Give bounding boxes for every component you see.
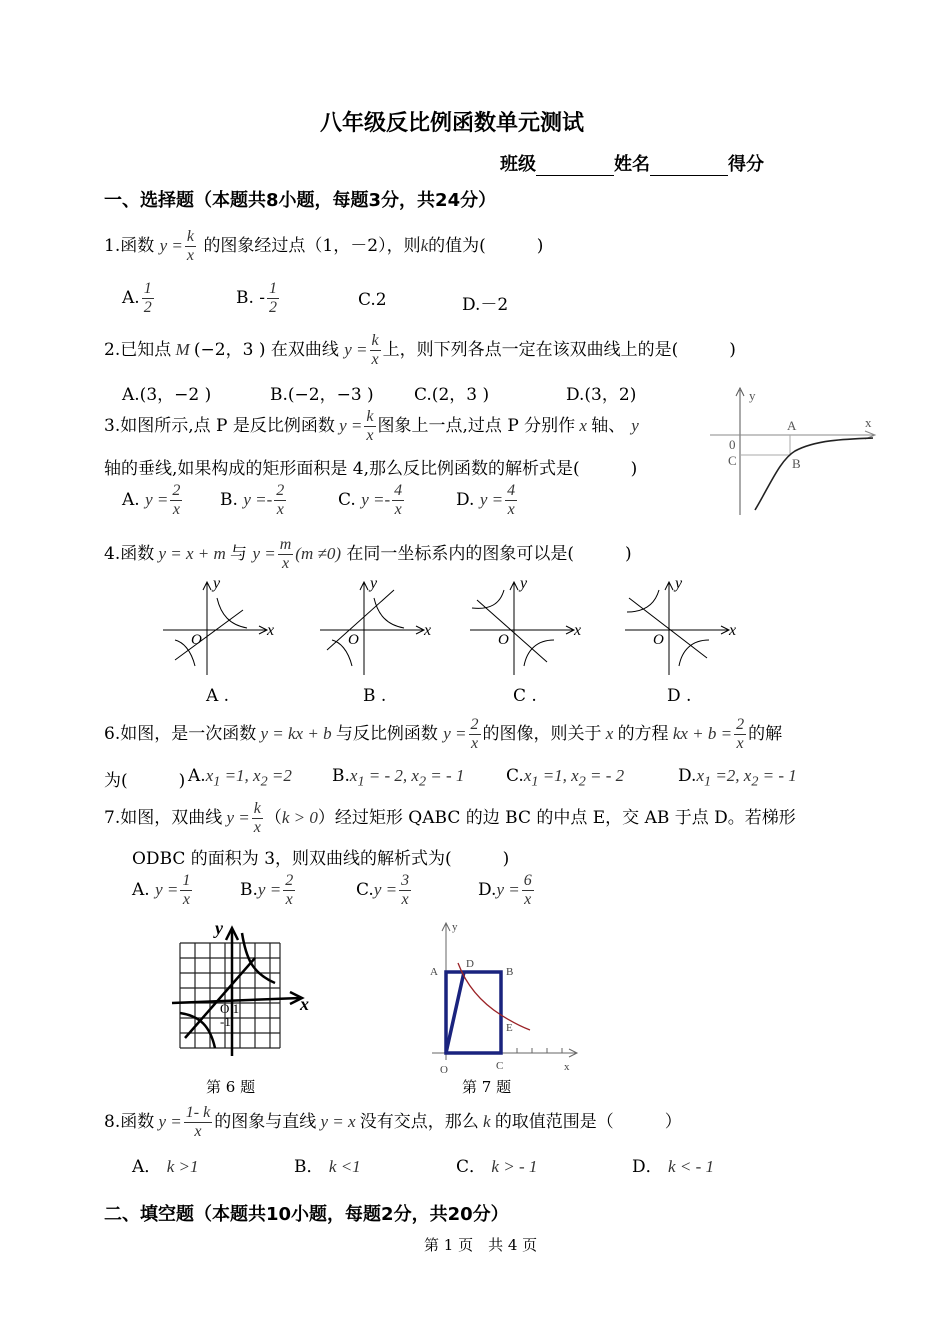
q1-stem-2: 的图象经过点（1，－2），则 bbox=[203, 236, 421, 256]
q7-option-c[interactable]: C.y = $\frac{3}{x}$ bbox=[356, 872, 410, 908]
q6-option-a[interactable]: $A.x_1 =1$, $x_2 =2$ bbox=[188, 766, 292, 790]
svg-text:A: A bbox=[787, 418, 797, 433]
q4-graph-c[interactable] bbox=[470, 575, 581, 675]
section-1-heading: 一、选择题（本题共8小题，每题3分，共24分） bbox=[104, 190, 497, 211]
student-info-line bbox=[500, 150, 764, 176]
svg-text:B: B bbox=[792, 456, 801, 471]
question-3: 3.如图所示,点 P 是反比例函数 y = $\frac{k}{x}$ 图象上一点,过点 P 分别作 x 轴、 y bbox=[104, 408, 639, 444]
q4-graph-a[interactable] bbox=[163, 575, 274, 675]
q4-graph-d[interactable] bbox=[625, 575, 736, 675]
q4-option-d-label[interactable]: D . bbox=[667, 686, 692, 706]
svg-text:x: x bbox=[424, 622, 432, 639]
q1-option-c[interactable]: C.2 bbox=[358, 290, 387, 310]
svg-text:-1: -1 bbox=[220, 1014, 231, 1029]
svg-text:x: x bbox=[729, 622, 737, 639]
question-4: 4.函数 y = x + m 与 y = $\frac{m}{x}$ (m ≠0) 在同一坐标系内的图象可以是( ) bbox=[104, 536, 632, 572]
fig-q7-caption: 第 7 题 bbox=[462, 1078, 512, 1096]
q6-option-d[interactable]: $D.x_1 =2$, $x_2$ = - 1 bbox=[678, 766, 797, 790]
name-label: 姓名 bbox=[614, 154, 650, 175]
svg-text:O: O bbox=[653, 632, 664, 648]
page-title: 八年级反比例函数单元测试 bbox=[320, 111, 585, 136]
class-label: 班级 bbox=[500, 154, 536, 175]
svg-text:D: D bbox=[466, 958, 474, 970]
question-1: 1.函数 y = $\frac{k}{x}$ 的图象经过点（1，－2），则k的值为( ) bbox=[104, 228, 544, 264]
svg-text:y: y bbox=[215, 918, 223, 938]
fig-q7 bbox=[422, 915, 587, 1075]
q3-option-d[interactable]: D. y = $\frac{4}{x}$ bbox=[456, 482, 516, 518]
page-footer: 第 1 页 共 4 页 bbox=[424, 1236, 538, 1254]
q1-option-b[interactable]: B. - $\frac{1}{2}$ bbox=[236, 280, 278, 316]
svg-text:y: y bbox=[749, 388, 756, 403]
svg-text:x: x bbox=[564, 1061, 570, 1073]
svg-text:y: y bbox=[520, 575, 528, 592]
q2-option-d[interactable]: D.(3，2) bbox=[566, 385, 637, 405]
fig-q6-caption: 第 6 题 bbox=[206, 1078, 256, 1096]
svg-text:O: O bbox=[191, 632, 202, 648]
svg-text:O 1: O 1 bbox=[220, 1001, 240, 1016]
q8-option-d[interactable]: D． k < - 1 bbox=[632, 1157, 714, 1177]
question-8: 8.函数 y = $\frac{1- k}{x}$ 的图象与直线 y = x 没有交点，那么 k 的取值范围是（ ） bbox=[104, 1104, 682, 1140]
svg-text:x: x bbox=[865, 415, 872, 430]
section-2-heading: 二、填空题（本题共10小题，每题2分，共20分） bbox=[104, 1204, 509, 1225]
q1-option-a[interactable]: A. $\frac{1}{2}$ bbox=[122, 280, 152, 316]
question-7: 7.如图，双曲线 y = $\frac{k}{x}$ （k > 0）经过矩形 QABC 的边 BC 的中点 E，交 AB 于点 D。若梯形 bbox=[104, 800, 796, 836]
svg-text:C: C bbox=[496, 1060, 504, 1072]
q4-option-a-label[interactable]: A . bbox=[206, 686, 230, 706]
svg-text:x: x bbox=[574, 622, 582, 639]
svg-text:O: O bbox=[498, 632, 509, 648]
score-label: 得分 bbox=[728, 154, 764, 175]
svg-text:y: y bbox=[370, 575, 378, 592]
name-field[interactable] bbox=[650, 157, 728, 176]
q8-option-c[interactable]: C． k > - 1 bbox=[456, 1157, 538, 1177]
q7-option-d[interactable]: D.y = $\frac{6}{x}$ bbox=[478, 872, 532, 908]
q2-option-a[interactable]: A.(3，−2 ) bbox=[122, 385, 212, 405]
q2-option-b[interactable]: B.(−2，−3 ) bbox=[270, 385, 374, 405]
svg-text:C: C bbox=[728, 453, 737, 468]
svg-text:0: 0 bbox=[729, 437, 736, 452]
q3-figure bbox=[705, 385, 880, 520]
q4-option-c-label[interactable]: C . bbox=[513, 686, 537, 706]
q4-graph-b[interactable] bbox=[320, 575, 431, 675]
fig-q6 bbox=[160, 918, 320, 1068]
q6-option-b[interactable]: $B.x_1$ = - 2, $x_2$ = - 1 bbox=[332, 766, 465, 790]
q6-line-2: 为( ) bbox=[104, 771, 186, 791]
svg-text:O: O bbox=[440, 1064, 448, 1075]
q7-option-b[interactable]: B.y = $\frac{2}{x}$ bbox=[240, 872, 294, 908]
svg-text:y: y bbox=[452, 921, 458, 933]
q3-option-a[interactable]: A. y = $\frac{2}{x}$ bbox=[122, 482, 181, 518]
q7-option-a[interactable]: A. y = $\frac{1}{x}$ bbox=[132, 872, 191, 908]
svg-text:B: B bbox=[506, 966, 514, 978]
svg-text:E: E bbox=[506, 1022, 513, 1034]
q3-option-c[interactable]: C. y =- $\frac{4}{x}$ bbox=[338, 482, 403, 518]
q8-option-b[interactable]: B． k <1 bbox=[294, 1157, 361, 1177]
question-2: 2.已知点 M (−2，3 ) 在双曲线 y = $\frac{k}{x}$ 上，则下列各点一定在该双曲线上的是( ) bbox=[104, 332, 736, 368]
q1-stem-3: 的值为( ) bbox=[428, 236, 544, 256]
q4-graphs bbox=[155, 570, 755, 710]
q4-option-b-label[interactable]: B . bbox=[363, 686, 387, 706]
svg-text:x: x bbox=[300, 994, 309, 1014]
q2-option-c[interactable]: C.(2，3 ) bbox=[414, 385, 490, 405]
class-field[interactable] bbox=[536, 157, 614, 176]
svg-text:A: A bbox=[430, 966, 438, 978]
svg-text:y: y bbox=[213, 575, 221, 592]
q1-stem: 1.函数 bbox=[104, 236, 155, 256]
q1-option-d[interactable]: D.－2 bbox=[462, 295, 509, 315]
q7-line-2: ODBC 的面积为 3，则双曲线的解析式为( ) bbox=[132, 849, 510, 869]
question-6: 6.如图，是一次函数 y = kx + b 与反比例函数 y = $\frac{2}{x}$ 的图像，则关于 x 的方程 kx + b = $\frac{2}{x}$ 的解 bbox=[104, 716, 783, 752]
svg-text:y: y bbox=[675, 575, 683, 592]
svg-text:x: x bbox=[267, 622, 275, 639]
svg-text:O: O bbox=[348, 632, 359, 648]
q6-option-c[interactable]: $C.x_1 =1$, $x_2$ = - 2 bbox=[506, 766, 625, 790]
q8-option-a[interactable]: A． k >1 bbox=[132, 1157, 199, 1177]
q3-line-2: 轴的垂线,如果构成的矩形面积是 4,那么反比例函数的解析式是( ) bbox=[104, 459, 638, 479]
q3-option-b[interactable]: B. y =- $\frac{2}{x}$ bbox=[220, 482, 285, 518]
